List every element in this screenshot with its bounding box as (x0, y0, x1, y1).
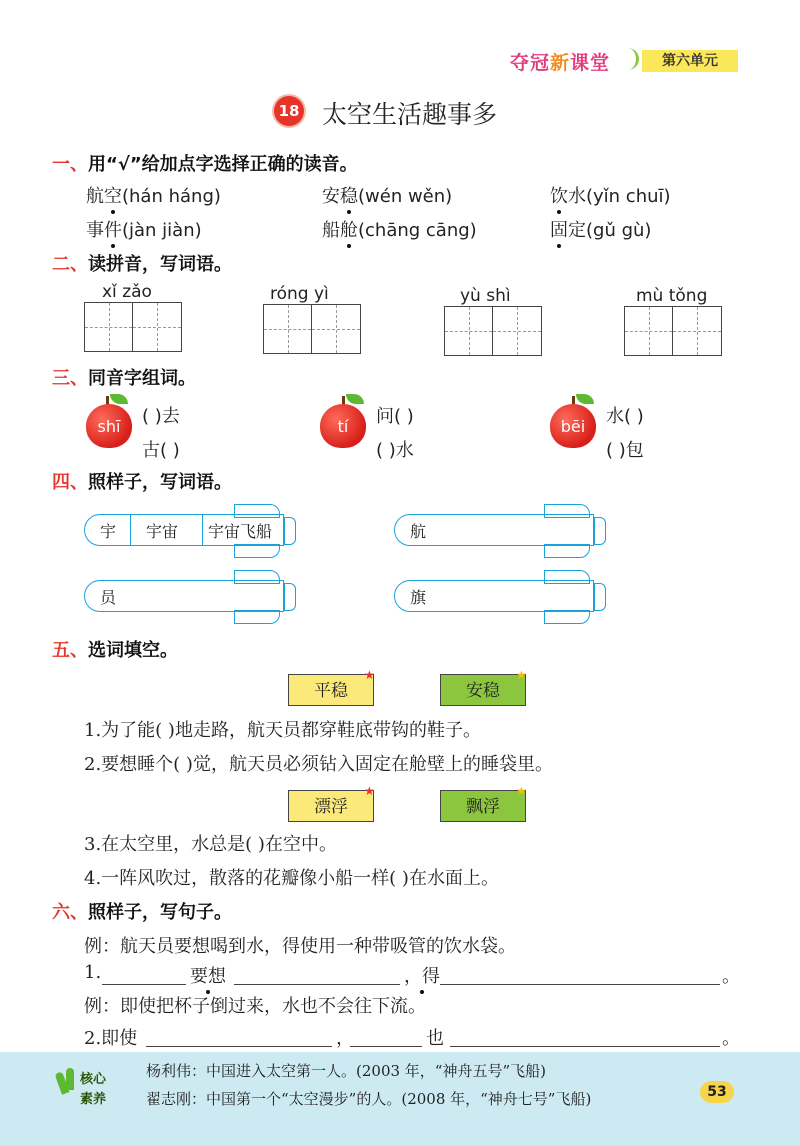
star-icon: ★ (516, 784, 527, 798)
pinyin-options[interactable]: (gǔ gù) (586, 220, 652, 241)
fill-blank[interactable]: 古( ) (142, 440, 180, 461)
fill-blank[interactable]: 水( ) (606, 406, 644, 427)
writing-grid[interactable] (263, 304, 361, 354)
footer-line: 杨利伟：中国进入太空第一人。(2003 年，“神舟五号”飞船) (146, 1062, 546, 1080)
apple-leaf (576, 394, 594, 404)
page-number: 53 (700, 1081, 734, 1103)
word-option[interactable]: 飘浮 (440, 790, 526, 822)
s1-item-2 (322, 182, 452, 208)
section-4-heading (52, 468, 232, 494)
fill-blank[interactable]: ( )去 (142, 406, 180, 427)
pinyin-label: xǐ zǎo (102, 282, 152, 302)
fill-blank[interactable]: ( )水 (376, 440, 414, 461)
section-title: 读拼音，写词语。 (88, 254, 232, 275)
rocket-text: 员 (100, 588, 117, 607)
dotted-keyword: 2.即使 (84, 1024, 137, 1050)
badge-text: 素养 (80, 1092, 107, 1107)
footer-line: 翟志刚：中国第一个“太空漫步”的人。(2008 年，“神舟七号”飞船) (146, 1090, 592, 1108)
pinyin-label: róng yì (270, 284, 329, 304)
unit-tag: 第六单元 (642, 50, 738, 72)
dotted-char: 舱 (340, 216, 358, 242)
line-number: 1. (84, 962, 102, 983)
s1-item-1 (86, 182, 221, 208)
section-5-heading (52, 636, 178, 662)
star-icon: ★ (516, 668, 527, 682)
comma: ， (336, 1028, 354, 1049)
section-2-heading (52, 250, 232, 276)
dotted-keyword: 也 (426, 1024, 444, 1050)
word-option[interactable]: 漂浮 (288, 790, 374, 822)
char: 安 (322, 186, 340, 207)
apple-icon: tí (320, 404, 366, 448)
dotted-keyword: ，得 (404, 962, 440, 988)
lesson-title: 太空生活趣事多 (322, 100, 498, 129)
sentence[interactable]: 4.一阵风吹过，散落的花瓣像小船一样( )在水面上。 (84, 868, 499, 889)
char: 航 (86, 186, 104, 207)
s1-item-6 (550, 216, 651, 242)
rocket-tail (594, 583, 606, 611)
brand-arc-icon (612, 48, 639, 70)
dotted-char: 件 (104, 216, 122, 242)
answer-line[interactable] (234, 984, 400, 985)
sentence[interactable]: 3.在太空里，水总是( )在空中。 (84, 834, 337, 855)
section-number: 一、 (52, 154, 88, 175)
sentence[interactable]: 2.要想睡个( )觉，航天员必须钻入固定在舱壁上的睡袋里。 (84, 754, 553, 775)
fill-blank[interactable]: ( )包 (606, 440, 644, 461)
brand-logo (510, 48, 610, 75)
writing-grid[interactable] (624, 306, 722, 356)
answer-line[interactable] (350, 1046, 422, 1047)
answer-line[interactable] (440, 984, 720, 985)
pinyin-options[interactable]: (wén wěn) (358, 186, 453, 207)
rocket-example (84, 504, 306, 556)
answer-line[interactable] (450, 1046, 720, 1047)
fill-blank[interactable]: 问( ) (376, 406, 414, 427)
sentence[interactable]: 1.为了能( )地走路，航天员都穿鞋底带钩的鞋子。 (84, 720, 481, 741)
keyword (84, 1024, 137, 1050)
section-title: 同音字组词。 (88, 368, 196, 389)
apple-leaf (346, 394, 364, 404)
section-number: 五、 (52, 640, 88, 661)
rocket-tail (284, 517, 296, 545)
rocket-text: 宇宙 (146, 522, 179, 541)
section-number: 六、 (52, 902, 88, 923)
section-title: 照样子，写句子。 (88, 902, 232, 923)
section-title: 照样子，写词语。 (88, 472, 232, 493)
period: 。 (722, 966, 740, 987)
example-sentence: 例：航天员要想喝到水，得使用一种带吸管的饮水袋。 (84, 936, 516, 957)
rocket-divider (130, 514, 131, 546)
badge-text: 核心 (80, 1072, 107, 1087)
keyword (426, 1024, 444, 1050)
apple-leaf (110, 394, 128, 404)
section-3-heading (52, 364, 196, 390)
star-icon: ★ (364, 668, 375, 682)
rocket-fin (234, 610, 280, 624)
rocket-fin (544, 610, 590, 624)
s1-item-4 (86, 216, 202, 242)
lesson-number: 18 (274, 96, 304, 126)
rocket-text: 宇宙飞船 (208, 522, 273, 541)
pinyin-options[interactable]: (jàn jiàn) (122, 220, 202, 241)
rocket-exercise[interactable] (84, 570, 306, 622)
word-option[interactable]: 安稳 (440, 674, 526, 706)
char: 事 (86, 220, 104, 241)
apple-icon: shī (86, 404, 132, 448)
keyword (190, 962, 226, 988)
rocket-text: 航 (410, 522, 427, 541)
dotted-keyword: 要想 (190, 962, 226, 988)
rocket-fin (544, 544, 590, 558)
rocket-tail (284, 583, 296, 611)
dotted-char: 空 (104, 182, 122, 208)
dotted-char: 饮 (550, 182, 568, 208)
dotted-char: 固 (550, 216, 568, 242)
char: 船 (322, 220, 340, 241)
char: 定 (568, 220, 586, 241)
pinyin-label: yù shì (460, 286, 511, 306)
s1-item-3 (550, 182, 671, 208)
keyword (404, 962, 440, 988)
section-6-heading (52, 898, 232, 924)
brand-part-b: 新 (550, 52, 571, 74)
section-number: 四、 (52, 472, 88, 493)
section-title: 用“√”给加点字选择正确的读音。 (88, 154, 358, 175)
example-sentence: 例：即使把杯子倒过来，水也不会往下流。 (84, 996, 426, 1017)
char: 水 (568, 186, 586, 207)
apple-icon: bēi (550, 404, 596, 448)
writing-grid[interactable] (84, 302, 182, 352)
section-number: 三、 (52, 368, 88, 389)
dotted-char: 稳 (340, 182, 358, 208)
rocket-text: 旗 (410, 588, 427, 607)
pinyin-options[interactable]: (chāng cāng) (358, 220, 477, 241)
pinyin-label: mù tǒng (636, 286, 708, 306)
rocket-fin (234, 544, 280, 558)
writing-grid[interactable] (444, 306, 542, 356)
brand-part-a: 夺冠 (510, 52, 551, 74)
rocket-divider (202, 514, 203, 546)
section-1-heading (52, 150, 358, 176)
rocket-exercise[interactable] (394, 570, 616, 622)
answer-line[interactable] (102, 984, 186, 985)
word-option[interactable]: 平稳 (288, 674, 374, 706)
plant-icon (66, 1068, 74, 1090)
s1-item-5 (322, 216, 477, 242)
answer-line[interactable] (146, 1046, 332, 1047)
rocket-text: 宇 (100, 522, 117, 541)
rocket-tail (594, 517, 606, 545)
section-title: 选词填空。 (88, 640, 178, 661)
pinyin-options[interactable]: (hán háng) (122, 186, 221, 207)
section-number: 二、 (52, 254, 88, 275)
pinyin-options[interactable]: (yǐn chuī) (586, 186, 671, 207)
period: 。 (722, 1028, 740, 1049)
brand-part-c: 课堂 (570, 52, 611, 74)
star-icon: ★ (364, 784, 375, 798)
rocket-exercise[interactable] (394, 504, 616, 556)
